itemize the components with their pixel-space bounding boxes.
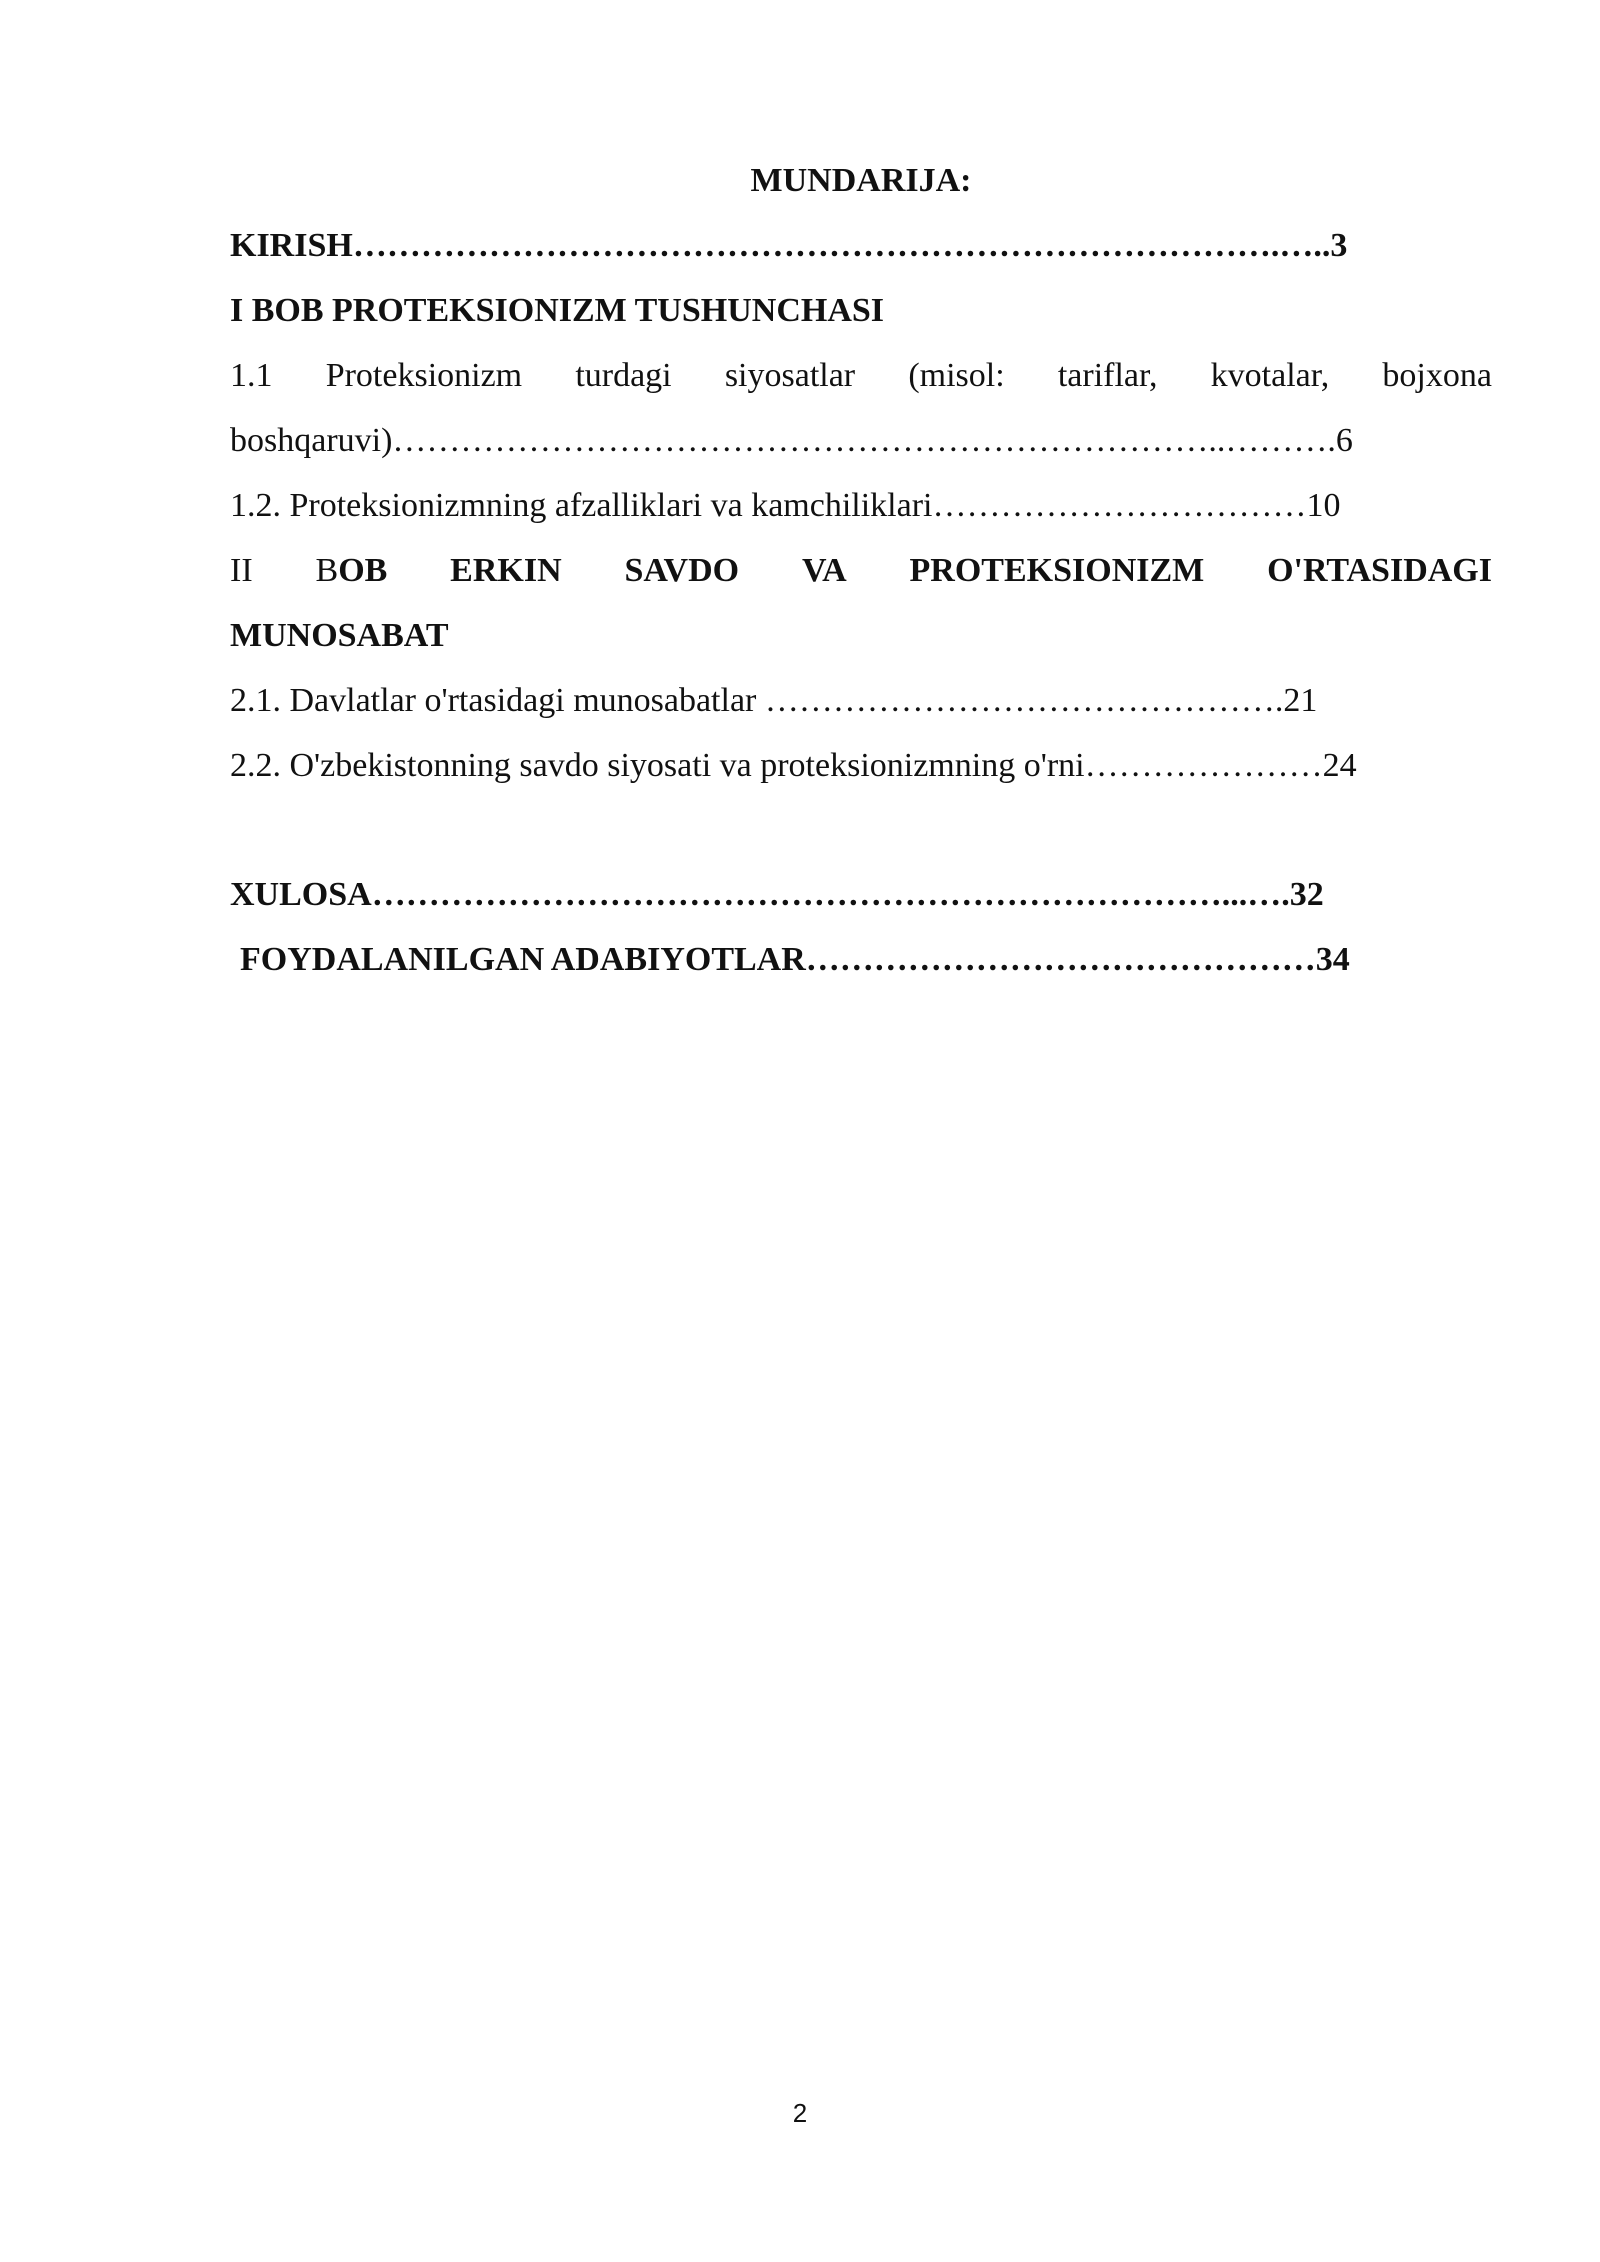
toc-word: ERKIN xyxy=(450,552,562,589)
toc-word: VA xyxy=(801,552,847,589)
toc-title: MUNDARIJA: xyxy=(750,162,972,199)
toc-word: PROTEKSIONIZM xyxy=(909,552,1205,589)
toc-word: tariflar, xyxy=(1057,357,1158,394)
toc-entry-1-1 xyxy=(230,343,1492,408)
toc-entry-adabiyotlar: FOYDALANILGAN ADABIYOTLAR………………………………………34 xyxy=(240,941,1350,978)
toc-chapter-2-prefix: II xyxy=(230,552,253,589)
toc-word: kvotalar, xyxy=(1210,357,1330,394)
toc-entry-xulosa: XULOSA…………………………………………………………………...….32 xyxy=(230,876,1324,913)
toc-entry-1-2: 1.2. Proteksionizmning afzalliklari va kamchiliklari……………………………10 xyxy=(230,487,1341,524)
toc-word: turdagi xyxy=(575,357,672,394)
toc-chapter-2-title-continuation: MUNOSABAT xyxy=(230,617,449,654)
toc-word: bojxona xyxy=(1382,357,1492,394)
toc-word: (misol: xyxy=(908,357,1005,394)
toc-entry-2-2: 2.2. O'zbekistonning savdo siyosati va proteksionizmning o'rni…………………24 xyxy=(230,747,1357,784)
toc-word: siyosatlar xyxy=(724,357,856,394)
page-number: 2 xyxy=(792,2098,808,2128)
toc-chapter-2-title xyxy=(230,538,1492,603)
toc-entry-kirish: KIRISH……………………………………………………………………….…..3 xyxy=(230,227,1348,264)
toc-entry-2-1: 2.1. Davlatlar o'rtasidagi munosabatlar ……………………………………….21 xyxy=(230,682,1318,719)
spacer xyxy=(230,798,1492,862)
toc-entry-1-1-continuation: boshqaruvi)………………………………………………………………..……….6 xyxy=(230,422,1353,459)
toc-chapter-1-title: I BOB PROTEKSIONIZM TUSHUNCHASI xyxy=(230,292,885,329)
toc-chapter-2-bob: BOB xyxy=(315,552,388,589)
toc-word: 1.1 xyxy=(230,357,273,394)
toc-word: Proteksionizm xyxy=(325,357,523,394)
table-of-contents xyxy=(230,148,1492,992)
toc-word: O'RTASIDAGI xyxy=(1267,552,1492,589)
toc-word: SAVDO xyxy=(624,552,740,589)
